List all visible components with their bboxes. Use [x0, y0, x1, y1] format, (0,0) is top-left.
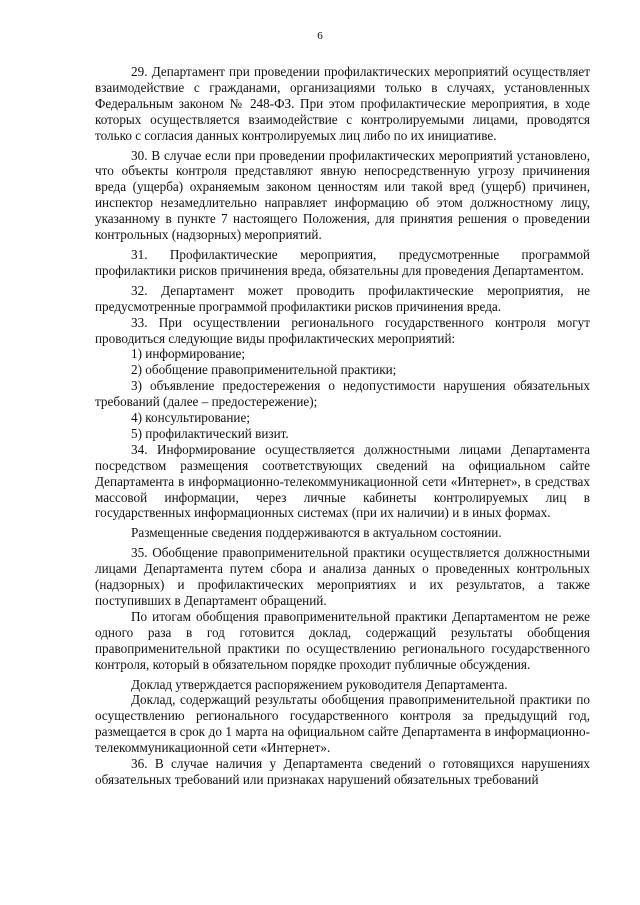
list-item: 2) обобщение правоприменительной практики; — [131, 362, 397, 378]
document-body — [95, 64, 590, 788]
paragraph: По итогам обобщения правоприменительной практики Департаментом не реже одного раза в год готовится доклад, содержащий результаты обобщения правоприменительной практики по осуществлению регионального государственного контроля, который в обязательном порядке проходит публичные обсуждения. — [95, 608, 590, 672]
paragraph: Размещенные сведения поддерживаются в актуальном состоянии. — [131, 525, 502, 541]
paragraph-35: 35. Обобщение правоприменительной практики осуществляется должностными лицами Департамента путем сбора и анализа данных о проведенных контрольных (надзорных) и профилактических мероприятиях и их результатов, а также поступивших в Департамент обращений. — [95, 545, 590, 608]
paragraph-29: 29. Департамент при проведении профилактических мероприятий осуществляет взаимодействие с гражданами, организациями только в случаях, установленных Федеральным законом № 248-ФЗ. При этом профилактические мероприятия, в ходе которых осуществляется взаимодействие с контролируемыми лицами, проводятся только с согласия данных контролируемых лиц либо по их инициативе. — [95, 64, 590, 143]
page-number: 6 — [317, 30, 323, 42]
list-item: 5) профилактический визит. — [131, 425, 289, 441]
paragraph-33: 33. При осуществлении регионального государственного контроля могут проводиться следующие виды профилактических мероприятий: — [95, 314, 590, 346]
paragraph-32: 32. Департамент может проводить профилактические мероприятия, не предусмотренные программой профилактики рисков причинения вреда. — [95, 282, 590, 314]
paragraph-34: 34. Информирование осуществляется должностными лицами Департамента посредством размещения соответствующих сведений на официальном сайте Департамента в информационно-телекоммуникационной сети «Интернет», в средствах массовой информации, через личные кабинеты контролируемых лиц в государственных информационных системах (при их наличии) и в иных формах. — [95, 441, 590, 521]
list-item: 1) информирование; — [131, 346, 246, 362]
paragraph: Доклад, содержащий результаты обобщения правоприменительной практики по осуществлению регионального государственного контроля за предыдущий год, размещается в срок до 1 марта на официальном сайте Департамента в информационно-телекоммуникационной сети «Интернет». — [95, 692, 590, 756]
list-item: 3) объявление предостережения о недопустимости нарушения обязательных требований (далее – предостережение); — [95, 378, 590, 410]
list-item: 4) консультирование; — [131, 410, 251, 426]
paragraph-30: 30. В случае если при проведении профилактических мероприятий установлено, что объекты контроля представляют явную непосредственную угрозу причинения вреда (ущерба) охраняемым законом ценностям или такой вред (ущерб) причинен, инспектор незамедлительно направляет информацию об этом должностному лицу, указанному в пункте 7 настоящего Положения, для принятия решения о проведении контрольных (надзорных) мероприятий. — [95, 147, 590, 243]
paragraph-36: 36. В случае наличия у Департамента сведений о готовящихся нарушениях обязательных требований или признаках нарушений обязательных требований — [95, 756, 590, 787]
paragraph: Доклад утверждается распоряжением руководителя Департамента. — [131, 676, 508, 692]
paragraph-31: 31. Профилактические мероприятия, предусмотренные программой профилактики рисков причинения вреда, обязательны для проведения Департаментом. — [95, 246, 590, 278]
